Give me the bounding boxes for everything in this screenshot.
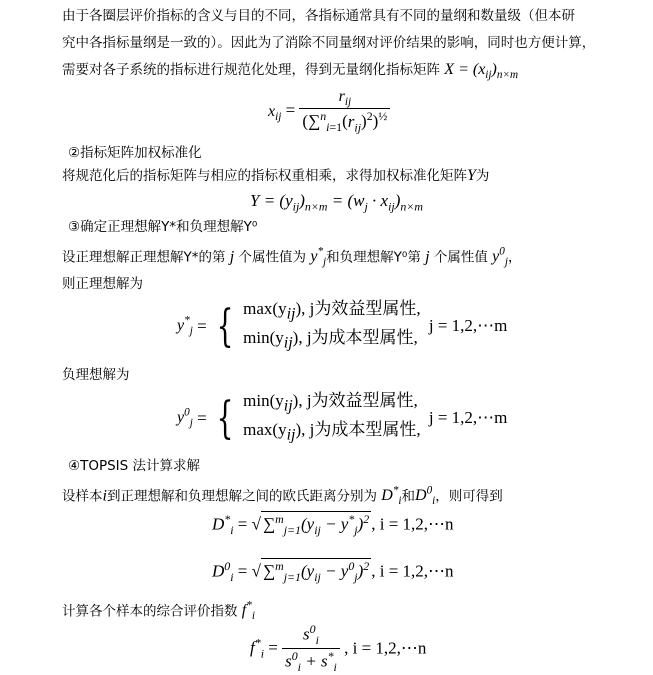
weighted-matrix-formula: $Y = (y_{ij})_{n\times m} = (w_j \cdot x_{ij})_{n\times m}$ xyxy=(250,191,423,214)
positive-ideal-formula: $y^*_j$ = { $\max(y_{ij})$, j为效益型属性, $\min(y_{ij})$, j为成本型属性, j = 1,2,⋯m xyxy=(177,297,507,356)
index-label: 计算各个样本的综合评价指数 $f^*_i$ xyxy=(62,600,255,623)
composite-fraction: $\frac{s^0_i}{s^0_i + s^*_i}$ xyxy=(282,622,340,675)
normalization-formula: $x_{ij}$ = $\frac{r_{ij}}{(\sum^n_{i=1}(r_{ij})^2)^{\frac{1}{2}}}$ xyxy=(268,88,390,135)
matrix-x-expr: $X = (x_{ij})_{n\times m}$ xyxy=(444,61,519,82)
step3-heading: ③确定正理想解Y*和负理想解Y⁰ xyxy=(68,219,258,235)
negative-ideal-formula: $y^0_j$ = { $\min(y_{ij})$, j为效益型属性, $\max(y_{ij})$, j为成本型属性, j = 1,2,⋯m xyxy=(177,389,507,448)
positive-ideal-label: 则正理想解为 xyxy=(62,276,143,292)
neg-case-benefit: $\min(y_{ij})$, j为效益型属性, xyxy=(243,391,418,415)
step2-desc: 将规范化后的指标矩阵与相应的指标权重相乘，求得加权标准化矩阵Y为 xyxy=(62,167,490,184)
intro-line-3 xyxy=(62,61,518,84)
pos-case-benefit: $\max(y_{ij})$, j为效益型属性, xyxy=(243,299,421,323)
pos-range: j = 1,2,⋯m xyxy=(428,316,508,336)
normalization-fraction xyxy=(299,88,390,135)
step3-desc: 设正理想解正理想解Y*的第 j 个属性值为 $y^*_j$和负理想解Y⁰第 j 个属性值 $y^0_j$， xyxy=(62,246,522,269)
fraction-numerator: $r_{ij}$ xyxy=(299,88,390,109)
step4-heading: ④TOPSIS 法计算求解 xyxy=(68,458,201,474)
intro-line-2: 究中各指标量纲是一致的）。因此为了消除不同量纲对评价结果的影响，同时也方便计算， xyxy=(62,35,596,51)
composite-index-formula: $f^*_i$ = $\frac{s^0_i}{s^0_i + s^*_i}$ , i = 1,2,⋯n xyxy=(250,622,427,675)
fraction-denominator: $(\sum^n_{i=1}(r_{ij})^2)^{\frac{1}{2}}$ xyxy=(302,109,388,135)
pos-case-cost: $\min(y_{ij})$, j为成本型属性, xyxy=(243,328,418,352)
negative-ideal-label: 负理想解为 xyxy=(62,367,130,383)
neg-case-cost: $\max(y_{ij})$, j为成本型属性, xyxy=(243,420,421,444)
distance-positive-formula: $D^*_i$ = √ $\sum^m_{j=1}(y_{ij} - y^*_j)^2$ , i = 1,2,⋯n xyxy=(212,512,454,538)
intro-line-3-text: 需要对各子系统的指标进行规范化处理，得到无量纲化指标矩阵 xyxy=(62,62,440,78)
neg-range: j = 1,2,⋯m xyxy=(428,408,508,428)
formula-lhs: $x_{ij}$ xyxy=(268,102,282,123)
distance-negative-formula: $D^0_i$ = √ $\sum^m_{j=1}(y_{ij} - y^0_j)^2$ , i = 1,2,⋯n xyxy=(212,559,454,585)
intro-line-1: 由于各圈层评价指标的含义与目的不同，各指标通常具有不同的量纲和数量级（但本研 xyxy=(62,8,575,24)
step4-desc: 设样本i到正理想解和负理想解之间的欧氏距离分别为 $D^*_i$和$D^0_i$，则可得到 xyxy=(62,485,503,508)
step2-heading: ②指标矩阵加权标准化 xyxy=(68,145,202,161)
